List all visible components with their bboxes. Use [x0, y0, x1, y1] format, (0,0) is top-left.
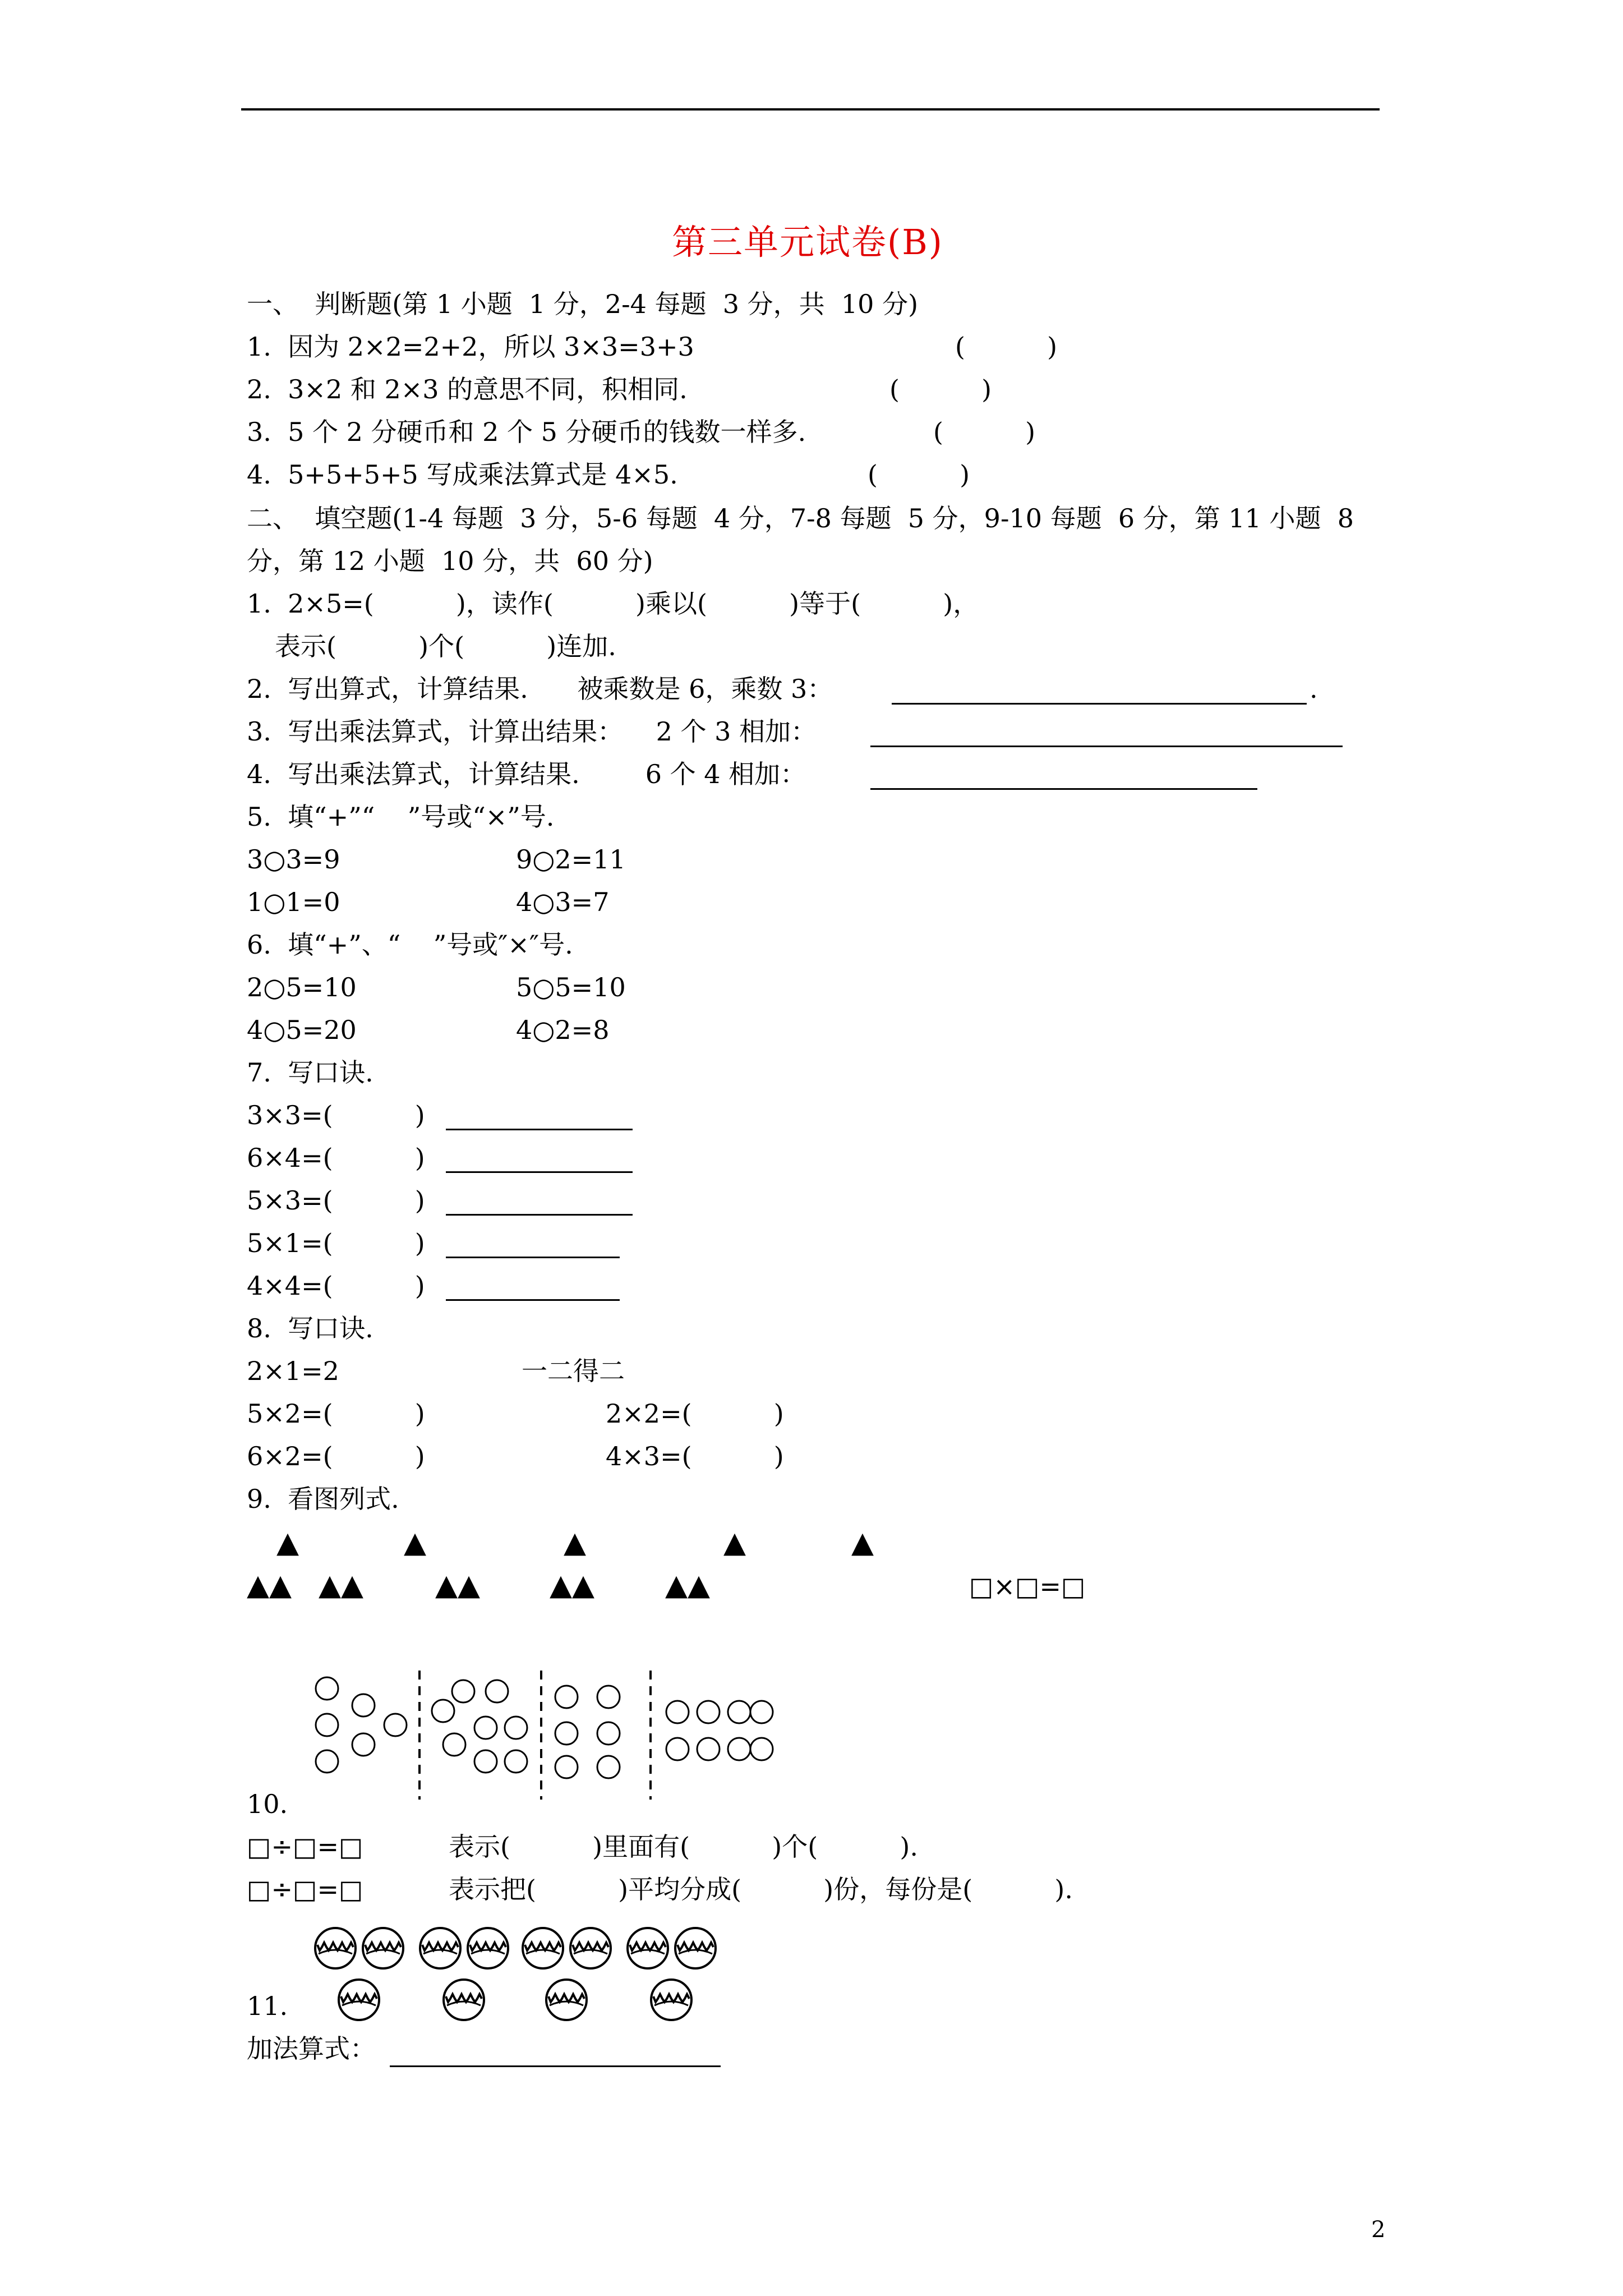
q9-formula[interactable]: □×□=□	[969, 1571, 1086, 1602]
ball-icon	[339, 1980, 379, 2020]
page-title: 第三单元试卷(B)	[672, 222, 943, 263]
ball-icon	[315, 1928, 356, 1968]
ball-icon	[523, 1928, 563, 1968]
ball-icon	[468, 1928, 508, 1968]
q5-eq-3: 1○1=0	[247, 887, 340, 917]
q5-eq-1: 3○3=9	[247, 844, 340, 875]
judge-item-1: 1. 因为 2×2=2+2，所以 3×3=3+3	[247, 332, 694, 362]
triangle-pair-icon: ▲▲	[550, 1568, 594, 1602]
section2-heading-line2: 分，第 12 小题 10 分，共 60 分)	[247, 546, 653, 576]
judge-answer-3[interactable]: ( )	[933, 417, 1036, 447]
q5-text: 5. 填“+”“ ”号或“×”号.	[247, 802, 555, 832]
q8-row3-right: 4×3=( )	[606, 1441, 784, 1471]
ball-icon	[444, 1980, 484, 2020]
q6-eq-1: 2○5=10	[247, 972, 357, 1002]
judge-answer-4[interactable]: ( )	[868, 459, 970, 490]
q4-text: 4. 写出乘法算式，计算结果. 6 个 4 相加：	[247, 759, 806, 789]
q10-formula-2[interactable]: □÷□=□	[247, 1874, 363, 1904]
judge-item-3: 3. 5 个 2 分硬币和 2 个 5 分硬币的钱数一样多.	[247, 417, 806, 447]
q8-row2-right: 2×2=( )	[606, 1398, 784, 1429]
q5-eq-2: 9○2=11	[516, 844, 626, 875]
q8-row1-right: 一二得二	[522, 1356, 625, 1386]
q6-eq-4: 4○2=8	[516, 1015, 610, 1045]
q11-text: 加法算式：	[247, 2033, 376, 2064]
judge-item-2: 2. 3×2 和 2×3 的意思不同，积相同.	[247, 374, 688, 404]
triangle-pair-icon: ▲▲	[319, 1568, 363, 1602]
q7-eq-3: 5×3=( )	[247, 1185, 425, 1216]
q10-desc-2: 表示把( )平均分成( )份，每份是( ).	[449, 1874, 1073, 1904]
q10-number: 10.	[247, 1789, 288, 1819]
q2-text: 2. 写出算式，计算结果. 被乘数是 6，乘数 3：	[247, 674, 833, 704]
q9-text: 9. 看图列式.	[247, 1484, 399, 1514]
ball-icon	[651, 1980, 691, 2020]
ball-icon	[420, 1928, 460, 1968]
q1-line2: 表示( )个( )连加.	[275, 631, 616, 661]
q7-eq-4: 5×1=( )	[247, 1228, 425, 1258]
q3-text: 3. 写出乘法算式，计算出结果： 2 个 3 相加：	[247, 716, 817, 747]
ball-icon	[546, 1980, 587, 2020]
q8-row2-left: 5×2=( )	[247, 1398, 425, 1429]
q8-row1-left: 2×1=2	[247, 1356, 339, 1386]
q7-eq-2: 6×4=( )	[247, 1143, 425, 1173]
section2-heading-line1: 二、 填空题(1-4 每题 3 分，5-6 每题 4 分，7-8 每题 5 分，9-10 每题 6 分，第 11 小题 8	[247, 503, 1354, 533]
q6-text: 6. 填“+”、“ ”号或″×″号.	[247, 930, 573, 960]
q6-eq-3: 4○5=20	[247, 1015, 357, 1045]
q7-eq-5: 4×4=( )	[247, 1271, 425, 1301]
q8-row3-left: 6×2=( )	[247, 1441, 425, 1471]
q1-line1: 1. 2×5=( )，读作( )乘以( )等于( )，	[247, 588, 979, 619]
triangle-icon: ▲	[851, 1526, 874, 1559]
q10-formula-1[interactable]: □÷□=□	[247, 1832, 363, 1862]
judge-answer-1[interactable]: ( )	[955, 332, 1058, 362]
q2-period: .	[1310, 674, 1318, 704]
triangle-pair-icon: ▲▲	[665, 1568, 710, 1602]
triangle-icon: ▲	[404, 1526, 426, 1559]
triangle-icon: ▲	[276, 1526, 299, 1559]
q11-answer-line[interactable]	[390, 2065, 721, 2067]
q7-eq-1: 3×3=( )	[247, 1100, 425, 1130]
ball-icon	[675, 1928, 716, 1968]
q8-text: 8. 写口诀.	[247, 1313, 374, 1343]
triangle-pair-icon: ▲▲	[435, 1568, 480, 1602]
q5-eq-4: 4○3=7	[516, 887, 610, 917]
triangle-pair-icon: ▲▲	[247, 1568, 292, 1602]
ball-icon	[628, 1928, 668, 1968]
judge-answer-2[interactable]: ( )	[889, 374, 992, 404]
q10-desc-1: 表示( )里面有( )个( ).	[449, 1832, 918, 1862]
ball-icon	[570, 1928, 611, 1968]
q11-number: 11.	[247, 1991, 288, 2021]
q7-text: 7. 写口诀.	[247, 1057, 374, 1088]
q6-eq-2: 5○5=10	[516, 972, 626, 1002]
ball-icon	[363, 1928, 403, 1968]
triangle-icon: ▲	[723, 1526, 746, 1559]
page-number: 2	[1371, 2217, 1386, 2243]
judge-item-4: 4. 5+5+5+5 写成乘法算式是 4×5.	[247, 459, 678, 490]
triangle-icon: ▲	[564, 1526, 586, 1559]
section1-heading: 一、 判断题(第 1 小题 1 分，2-4 每题 3 分，共 10 分)	[247, 289, 919, 319]
